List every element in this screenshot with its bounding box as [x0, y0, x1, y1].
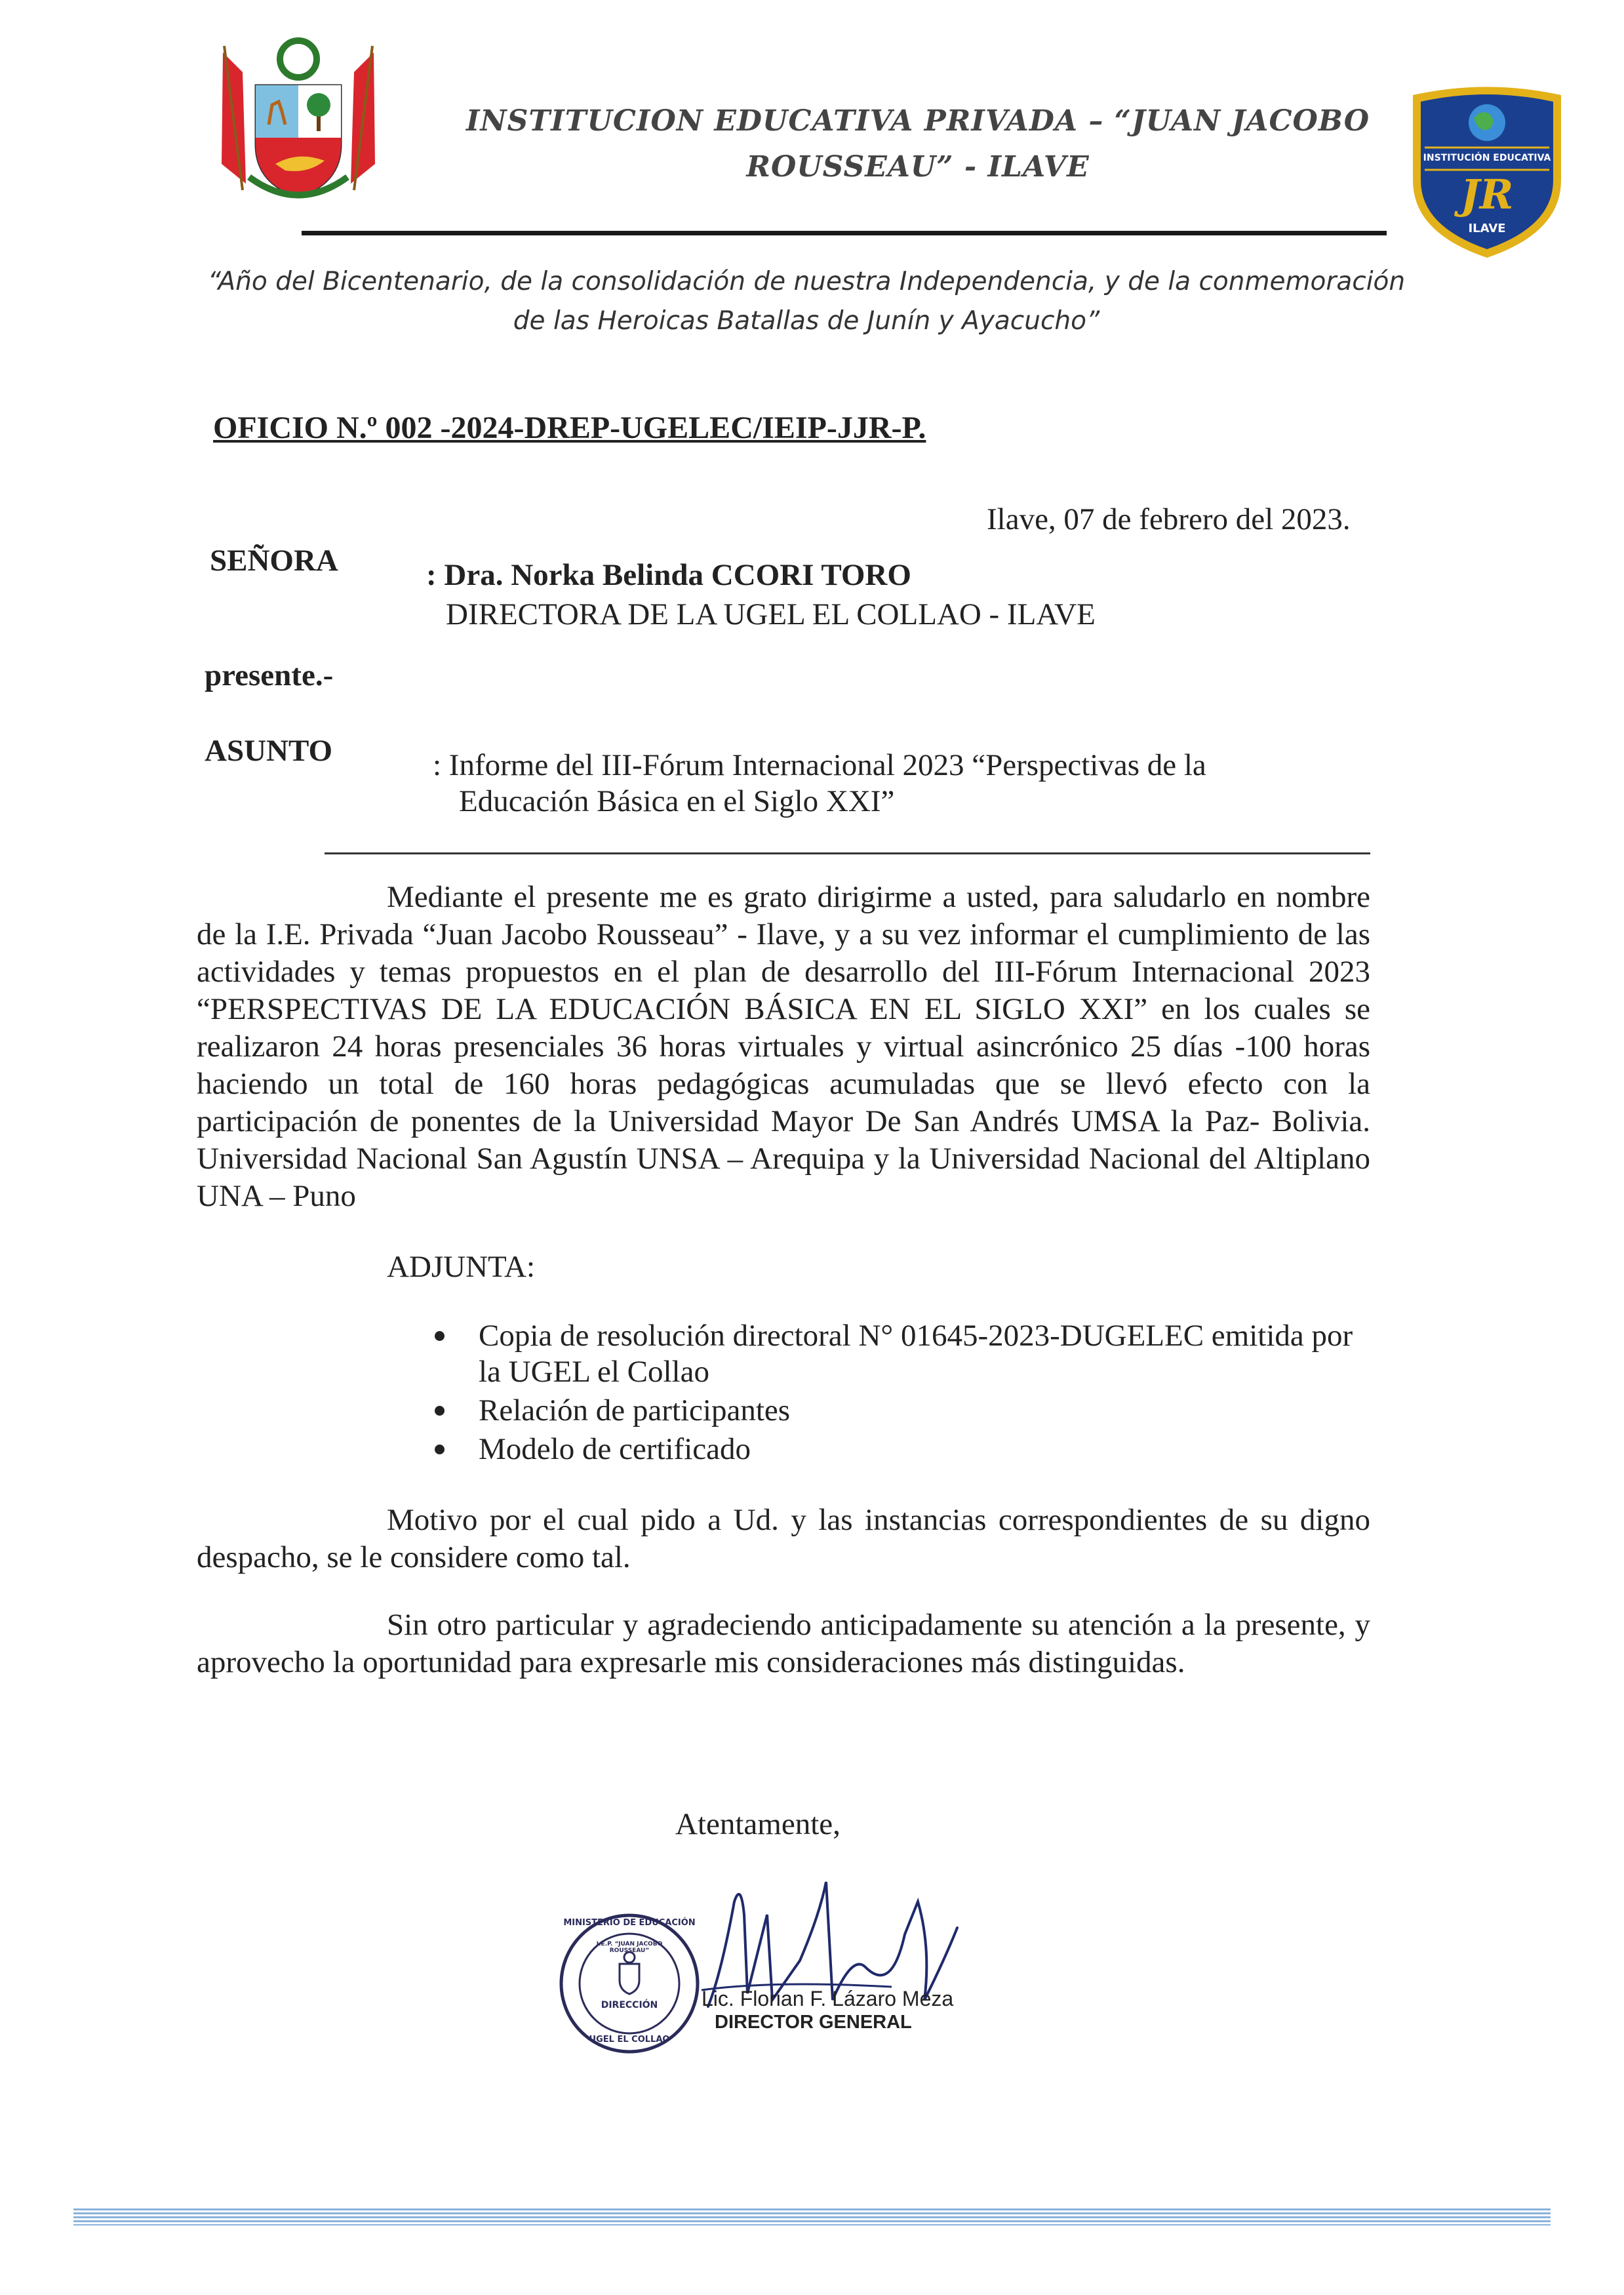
stamp-ring-icon — [557, 1911, 702, 2056]
stamp-inner-text: I.E.P. “JUAN JACOBO ROUSSEAU” — [596, 1941, 663, 1954]
school-logo-top-text: INSTITUCIÓN EDUCATIVA — [1423, 153, 1551, 163]
year-motto — [184, 262, 1429, 341]
attachments-label: ADJUNTA: — [387, 1250, 536, 1284]
document-reference: OFICIO N.º 002 -2024-DREP-UGELEC/IEIP-JJR-P. — [213, 410, 926, 445]
closing-paragraph-1: Motivo por el cual pido a Ud. y las instancias correspondientes de su digno despacho, se le considere como tal. — [197, 1503, 1370, 1574]
stamp-bottom-text: UGEL EL COLLAO — [589, 2035, 670, 2045]
institution-name-line1: INSTITUCION EDUCATIVA PRIVADA – “JUAN JACOBO — [465, 104, 1370, 138]
institution-name-heading — [393, 98, 1442, 190]
school-logo-initials: JR — [1460, 170, 1514, 218]
official-stamp — [557, 1911, 702, 2056]
header-divider — [302, 231, 1387, 235]
stamp-center-text: DIRECCIÓN — [601, 2000, 658, 2010]
signatory-name: Lic. Florian F. Lázaro Meza — [702, 1987, 954, 2010]
institution-name-line2: ROUSSEAU” - ILAVE — [746, 150, 1090, 184]
greeting: presente.- — [205, 658, 334, 692]
bullet-icon — [435, 1445, 445, 1454]
attachments-list — [429, 1318, 1374, 1470]
subject-line1: : Informe del III-Fórum Internacional 2023 “Perspectivas de la — [433, 748, 1206, 782]
recipient-name: : Dra. Norka Belinda CCORI TORO — [426, 558, 911, 592]
school-logo — [1405, 82, 1569, 260]
year-motto-line1: “Año del Bicentenario, de la consolidación de nuestra Independencia, y de la conmemoración — [207, 267, 1406, 296]
stamp-outer-text: MINISTERIO DE EDUCACIÓN — [563, 1918, 696, 1928]
subject-divider — [325, 852, 1370, 854]
subject-line2: Educación Básica en el Siglo XXI” — [459, 784, 895, 818]
signatory-title: DIRECTOR GENERAL — [715, 2012, 912, 2033]
bullet-icon — [435, 1406, 445, 1416]
sign-off: Atentamente, — [675, 1807, 841, 1841]
bullet-icon — [435, 1331, 445, 1341]
footer-divider — [73, 2208, 1551, 2225]
year-motto-line2: de las Heroicas Batallas de Junín y Ayacucho” — [513, 306, 1100, 336]
attachment-item: Modelo de certificado — [429, 1431, 1374, 1467]
attachment-item: Copia de resolución directoral N° 01645-2023-DUGELEC emitida por la UGEL el Collao — [429, 1318, 1374, 1390]
attachment-item: Relación de participantes — [429, 1393, 1374, 1429]
school-logo-bottom-text: ILAVE — [1468, 222, 1506, 235]
recipient-label: SEÑORA — [210, 544, 338, 578]
letter-date: Ilave, 07 de febrero del 2023. — [987, 502, 1351, 536]
body-paragraph-text: Mediante el presente me es grato dirigirme a usted, para saludarlo en nombre de la I.E. Privada “Juan Jacobo Rousseau” - Ilave, y a su vez informar el cumplimiento de las actividades y temas propuestos en el plan de desarrollo del III-Fórum Internacional 2023 “PERSPECTIVAS DE LA EDUCACIÓN BÁSICA EN EL SIGLO XXI” en los cuales se realizaron 24 horas presenciales 36 horas virtuales y virtual asincrónico 25 días -100 horas haciendo un total de 160 horas pedagógicas acumuladas que se llevó efecto con la participación de ponentes de la Universidad Mayor De San Andrés UMSA la Paz- Bolivia. Universidad Nacional San Agustín UNSA – Arequipa y la Universidad Nacional del Altiplano UNA – Puno — [197, 880, 1370, 1213]
closing-paragraph-2: Sin otro particular y agradeciendo anticipadamente su atención a la presente, y aprovecho la oportunidad para expresarle mis consideraciones más distinguidas. — [197, 1608, 1370, 1679]
subject-label: ASUNTO — [205, 734, 333, 768]
recipient-title: DIRECTORA DE LA UGEL EL COLLAO - ILAVE — [446, 597, 1096, 631]
body-paragraph — [197, 879, 1370, 1215]
peru-coat-of-arms-logo — [216, 33, 380, 210]
